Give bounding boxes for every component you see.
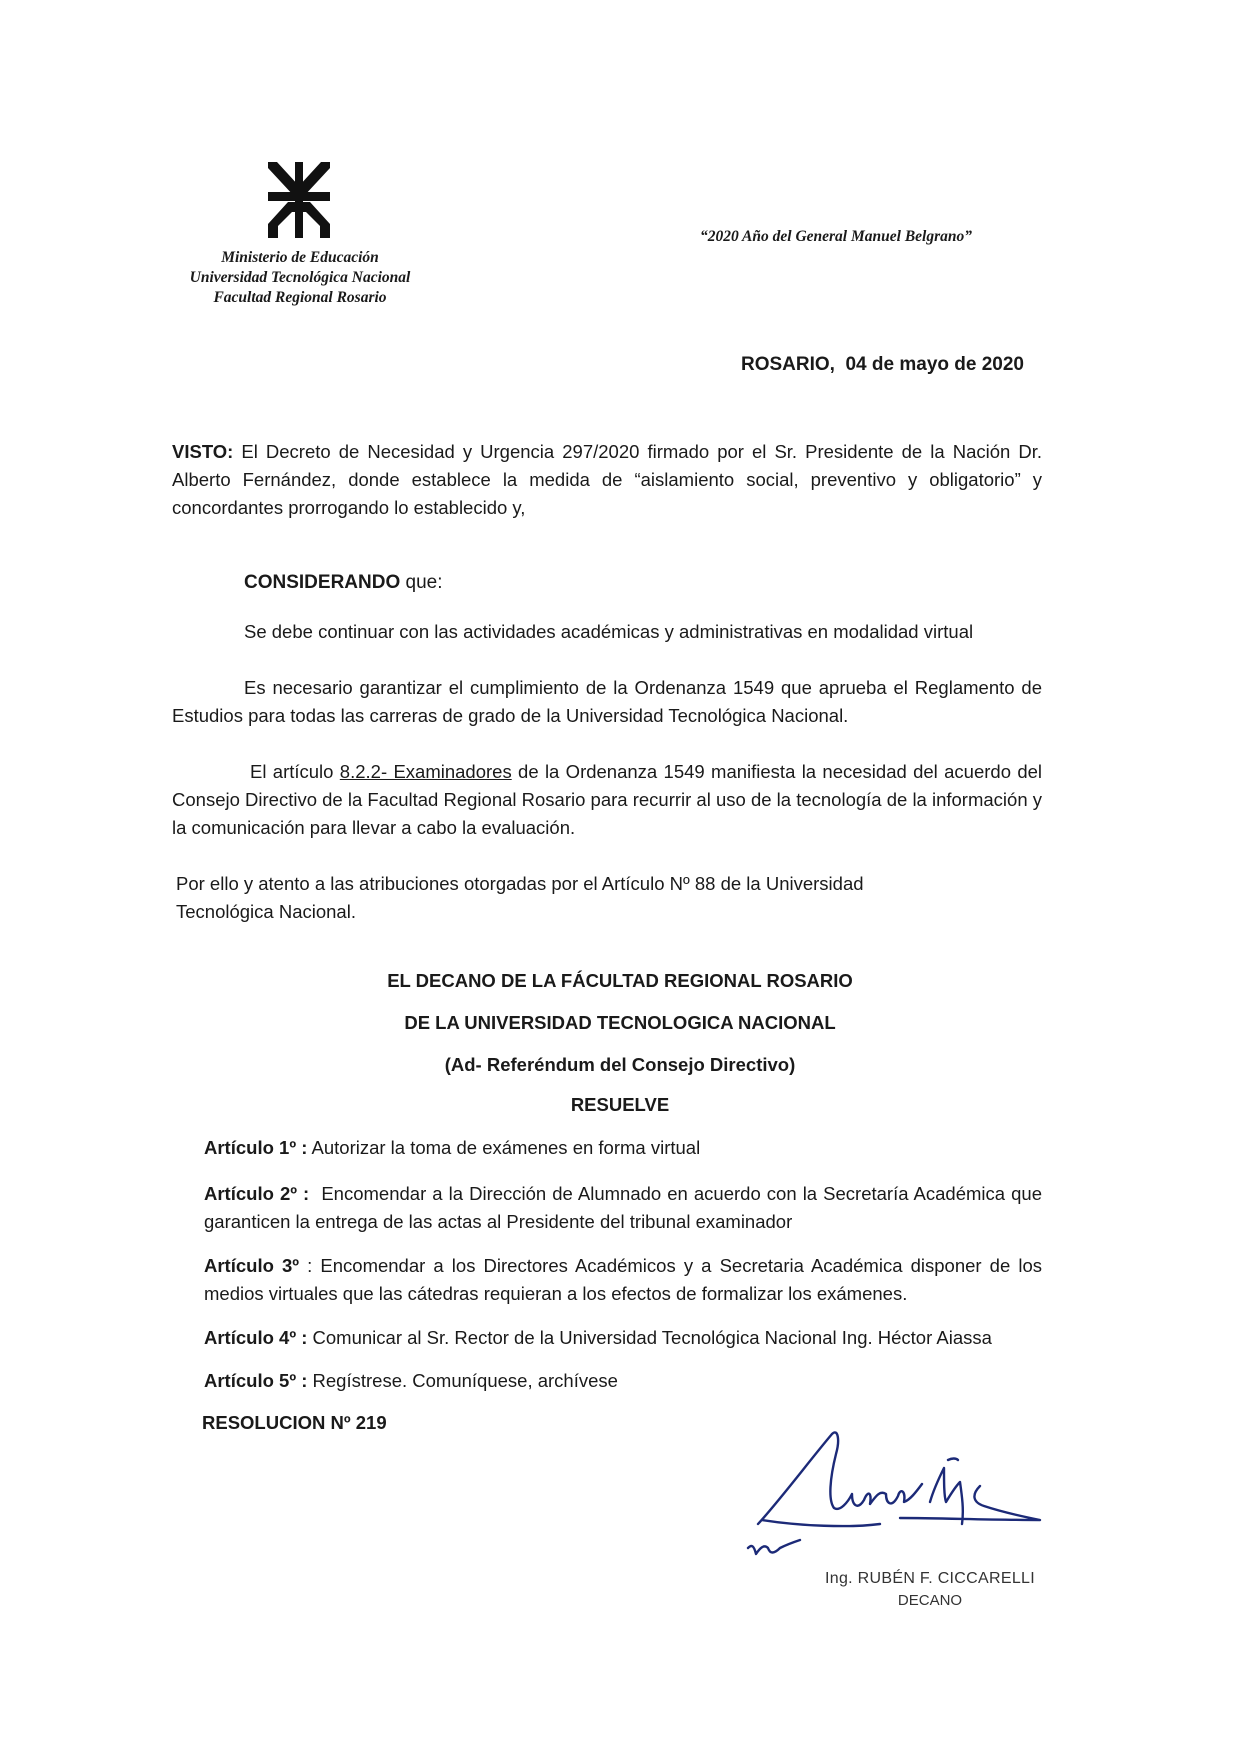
article-5-text: Regístrese. Comuníquese, archívese	[307, 1370, 618, 1391]
article-5-label: Artículo 5º :	[204, 1370, 308, 1391]
considerando-paragraph-1: Se debe continuar con las actividades académicas y administrativas en modalidad virtual	[244, 621, 974, 642]
resuelve-heading: RESUELVE	[570, 1094, 670, 1115]
letterhead-faculty: Facultad Regional Rosario	[213, 289, 387, 306]
resolution-heading-2: DE LA UNIVERSIDAD TECNOLOGICA NACIONAL	[404, 1012, 836, 1033]
resolution-number: RESOLUCION Nº 219	[202, 1412, 387, 1433]
considerando-paragraph-3	[172, 758, 1042, 842]
utn-logo-icon	[268, 162, 330, 238]
article-4-text: Comunicar al Sr. Rector de la Universidad Tecnológica Nacional Ing. Héctor Aiassa	[307, 1327, 992, 1348]
signatory-name: Ing. RUBÉN F. CICCARELLI	[825, 1570, 1035, 1587]
considerando-suffix: que:	[400, 572, 443, 593]
article-reference: 8.2.2- Examinadores	[339, 761, 512, 782]
letterhead-ministry: Ministerio de Educación	[221, 249, 379, 266]
article-4-label: Artículo 4º :	[204, 1327, 308, 1348]
considerando-paragraph-2	[172, 674, 1042, 730]
handwritten-signature	[740, 1420, 1090, 1580]
resolution-heading-1: EL DECANO DE LA FÁCULTAD REGIONAL ROSARIO	[387, 970, 853, 991]
article-3-label: Artículo 3º	[204, 1255, 300, 1276]
visto-label: VISTO:	[172, 441, 234, 462]
visto-text: El Decreto de Necesidad y Urgencia 297/2020 firmado por el Sr. Presidente de la Nación Dr. Alberto Fernández, donde establece la medida de “aislamiento social, preventivo y obligatorio” y concordantes prorrogando lo establecido y,	[172, 441, 1042, 518]
letterhead	[160, 248, 440, 308]
letterhead-university: Universidad Tecnológica Nacional	[189, 269, 411, 286]
year-motto: “2020 Año del General Manuel Belgrano”	[700, 228, 972, 245]
article-1-text: Autorizar la toma de exámenes en forma virtual	[307, 1137, 701, 1158]
article-5	[204, 1367, 1042, 1395]
por-ello-paragraph: Por ello y atento a las atribuciones otorgadas por el Artículo Nº 88 de la Universidad Tecnológica Nacional.	[176, 873, 864, 922]
resolution-heading-3: (Ad- Referéndum del Consejo Directivo)	[444, 1054, 796, 1075]
considerando-paragraph-2-text: Es necesario garantizar el cumplimiento de la Ordenanza 1549 que aprueba el Reglamento de Estudios para todas las carreras de grado de la Universidad Tecnológica Nacional.	[172, 677, 1042, 726]
signatory-role: DECANO	[897, 1592, 963, 1609]
considerando-paragraph-3-post: de la Ordenanza 1549 manifiesta la necesidad del acuerdo del Consejo Directivo de la Facultad Regional Rosario para recurrir al uso de la tecnología de la información y la comunicación para llevar a cabo la evaluación.	[172, 761, 1043, 838]
article-3-text: : Encomendar a los Directores Académicos y a Secretaria Académica disponer de los medios virtuales que las cátedras requieran a los efectos de formalizar los exámenes.	[204, 1255, 1042, 1304]
visto-paragraph	[172, 438, 1042, 522]
article-2-label: Artículo 2º :	[204, 1183, 310, 1204]
article-3	[204, 1252, 1042, 1308]
article-1-label: Artículo 1º :	[204, 1137, 308, 1158]
article-4	[204, 1324, 1042, 1352]
article-2-text: Encomendar a la Dirección de Alumnado en acuerdo con la Secretaría Académica que garanticen la entrega de las actas al Presidente del tribunal examinador	[204, 1183, 1048, 1232]
considerando-heading	[244, 572, 443, 594]
article-1	[204, 1134, 1042, 1162]
considerando-paragraph-3-pre: El artículo	[250, 761, 340, 782]
place-date: ROSARIO, 04 de mayo de 2020	[740, 354, 1024, 375]
article-2	[204, 1180, 1048, 1236]
considerando-label: CONSIDERANDO	[244, 572, 401, 593]
